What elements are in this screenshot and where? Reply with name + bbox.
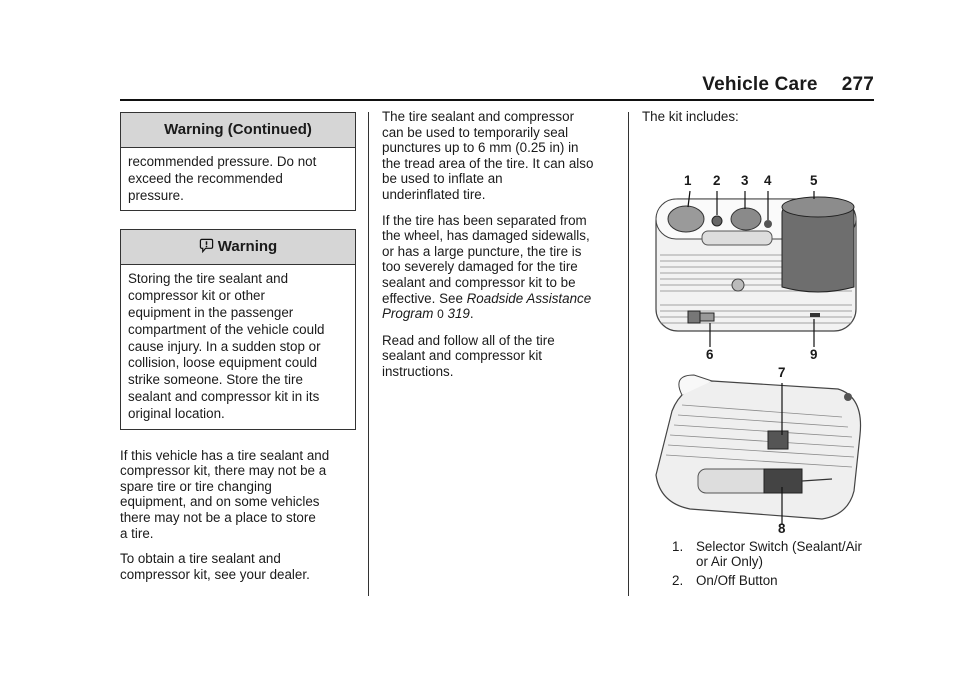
figure-label-3: 3 bbox=[741, 172, 749, 188]
header-rule bbox=[120, 99, 874, 101]
warning-box bbox=[120, 229, 356, 429]
text-line: equipment in the passenger bbox=[128, 304, 294, 320]
paragraph-instructions bbox=[382, 333, 612, 380]
section-title: Vehicle Care bbox=[702, 74, 818, 95]
warning-continued-box bbox=[120, 112, 356, 211]
text-line: instructions. bbox=[382, 363, 454, 379]
paragraph-obtain-kit bbox=[120, 551, 356, 582]
text-line: be used to inflate an bbox=[382, 171, 503, 187]
text-line: exceed the recommended bbox=[128, 170, 283, 186]
column-1 bbox=[120, 112, 356, 592]
figure-label-6: 6 bbox=[706, 346, 714, 362]
kit-component-list bbox=[642, 539, 874, 589]
text-line: Read and follow all of the tire bbox=[382, 332, 555, 348]
warning-body bbox=[121, 265, 355, 428]
text-line: sealant and compressor kit to be bbox=[382, 274, 576, 290]
text-line: recommended pressure. Do not bbox=[128, 154, 317, 169]
column-divider-2 bbox=[628, 112, 629, 596]
text-line: collision, loose equipment could bbox=[128, 355, 318, 371]
column-divider-1 bbox=[368, 112, 369, 596]
text-line: punctures up to 6 mm (0.25 in) in bbox=[382, 140, 579, 156]
text-line: a tire. bbox=[120, 525, 154, 541]
column-2 bbox=[382, 109, 612, 390]
text-line: pressure. bbox=[128, 187, 184, 203]
text-line: strike someone. Store the tire bbox=[128, 372, 303, 388]
figure-label-2: 2 bbox=[713, 172, 721, 188]
list-item-text: On/Off Button bbox=[696, 572, 778, 588]
text-line: The tire sealant and compressor bbox=[382, 109, 575, 124]
text-line: there may not be a place to store bbox=[120, 509, 316, 525]
text-line: cause injury. In a sudden stop or bbox=[128, 338, 321, 354]
warning-header bbox=[121, 230, 355, 265]
figure-label-1: 1 bbox=[684, 172, 692, 188]
compressor-kit-illustration bbox=[642, 135, 874, 535]
figure-label-9: 9 bbox=[810, 346, 818, 362]
compressor-drawing bbox=[642, 135, 874, 535]
warning-title: Warning bbox=[217, 238, 278, 256]
list-item-text: or Air Only) bbox=[696, 554, 763, 570]
text-line: underinflated tire. bbox=[382, 186, 486, 202]
text-line: original location. bbox=[128, 405, 225, 421]
text-line: sealant and compressor kit in its bbox=[128, 388, 320, 404]
page-number: 277 bbox=[841, 74, 874, 95]
kit-intro: The kit includes: bbox=[642, 109, 739, 124]
text-line: the tread area of the tire. It can also bbox=[382, 155, 594, 171]
warning-continued-body bbox=[121, 148, 355, 210]
text-line: or has a large puncture, the tire is bbox=[382, 243, 582, 259]
column-3 bbox=[642, 109, 874, 591]
warning-icon bbox=[199, 238, 214, 253]
page-header bbox=[702, 74, 874, 96]
paragraph-damaged-tire bbox=[382, 213, 612, 323]
figure-label-7: 7 bbox=[778, 364, 786, 380]
text-line: compressor kit, see your dealer. bbox=[120, 566, 310, 582]
text-line: can be used to temporarily seal bbox=[382, 124, 569, 140]
page-reference-icon: 0 bbox=[437, 307, 444, 322]
text-line: If this vehicle has a tire sealant and bbox=[120, 447, 330, 463]
text-line: too severely damaged for the tire bbox=[382, 259, 578, 275]
text-line: effective. See bbox=[382, 290, 467, 306]
text-line: Storing the tire sealant and bbox=[128, 271, 289, 287]
cross-reference-link-cont[interactable]: Program bbox=[382, 306, 434, 322]
paragraph-usage bbox=[382, 109, 612, 203]
list-item-number: 1. bbox=[672, 538, 684, 554]
list-item bbox=[642, 539, 874, 570]
text-line: the wheel, has damaged sidewalls, bbox=[382, 228, 590, 244]
text-line: To obtain a tire sealant and bbox=[120, 551, 281, 567]
text-line: sealant and compressor kit bbox=[382, 348, 543, 364]
text-line: spare tire or tire changing bbox=[120, 478, 272, 494]
text-line: . bbox=[469, 306, 474, 322]
text-line: compartment of the vehicle could bbox=[128, 321, 325, 337]
cross-reference-link[interactable]: Roadside Assistance bbox=[466, 290, 592, 306]
figure-label-8: 8 bbox=[778, 520, 786, 536]
warning-continued-title: Warning (Continued) bbox=[121, 113, 355, 148]
list-item bbox=[642, 573, 874, 589]
paragraph-spare-tire bbox=[120, 448, 356, 542]
figure-label-5: 5 bbox=[810, 172, 818, 188]
figure-label-4: 4 bbox=[764, 172, 772, 188]
text-line: compressor kit or other bbox=[128, 288, 265, 304]
text-line: If the tire has been separated from bbox=[382, 212, 587, 228]
text-line: compressor kit, there may not be a bbox=[120, 463, 327, 479]
list-item-number: 2. bbox=[672, 572, 684, 588]
list-item-text: Selector Switch (Sealant/Air bbox=[696, 538, 862, 554]
page-reference-number[interactable]: 319 bbox=[447, 306, 470, 322]
text-line: equipment, and on some vehicles bbox=[120, 494, 320, 510]
